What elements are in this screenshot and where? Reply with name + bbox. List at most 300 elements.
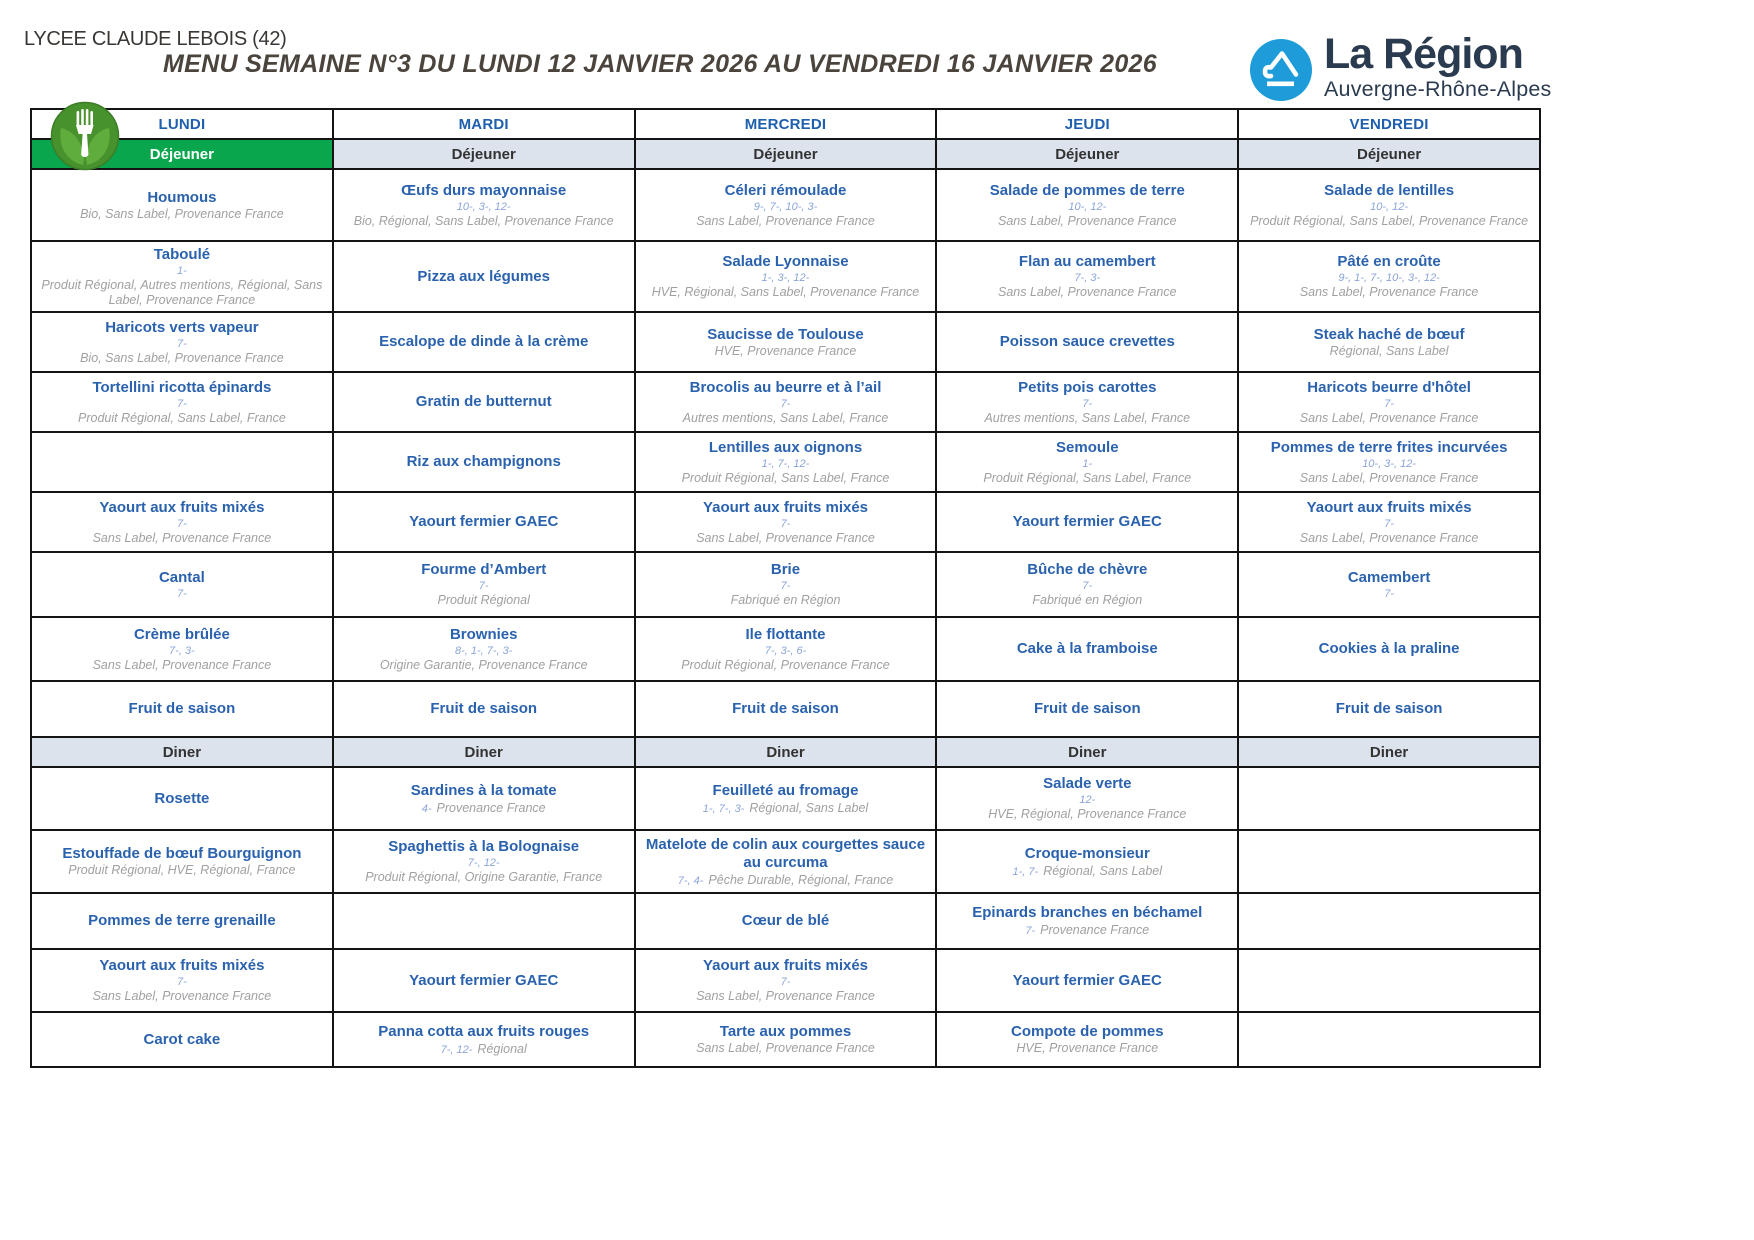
dish-name: Salade verte	[1043, 775, 1132, 792]
menu-cell	[31, 893, 333, 949]
dish	[943, 513, 1231, 531]
dish	[642, 326, 930, 359]
dish	[340, 700, 628, 718]
menu-cell	[333, 372, 635, 432]
allergen-codes: 9-, 1-, 7-, 10-, 3-, 12-	[1338, 272, 1440, 284]
quality-labels: Pêche Durable, Régional, France	[708, 872, 894, 887]
menu-cell	[635, 372, 937, 432]
lunch-section-header: Déjeuner	[333, 139, 635, 169]
dish	[943, 253, 1231, 300]
menu-cell	[333, 552, 635, 617]
dish	[642, 912, 930, 930]
menu-table	[30, 108, 1541, 1068]
dish	[1245, 640, 1533, 658]
dish-name: Brownies	[449, 625, 518, 643]
dish-name: Yaourt aux fruits mixés	[702, 957, 869, 974]
dish-name: Panna cotta aux fruits rouges	[378, 1022, 590, 1040]
menu-cell	[31, 492, 333, 552]
dish-name: Yaourt aux fruits mixés	[99, 498, 265, 516]
quality-labels: Sans Label, Provenance France	[696, 989, 875, 1003]
dish-name: Taboulé	[153, 245, 211, 263]
menu-row	[31, 552, 1540, 617]
menu-cell	[635, 830, 937, 893]
lunch-section-row	[31, 139, 1540, 169]
dish	[38, 845, 326, 878]
dish-name: Yaourt aux fruits mixés	[702, 498, 869, 516]
dish-name: Carot cake	[143, 1030, 221, 1048]
dish-meta	[703, 800, 868, 816]
dish-name: Tarte aux pommes	[719, 1023, 852, 1040]
dish	[340, 513, 628, 531]
dish	[943, 775, 1231, 822]
quality-labels: Produit Régional, HVE, Régional, France	[68, 863, 296, 877]
dish	[642, 439, 930, 486]
allergen-codes: 1-	[177, 264, 187, 277]
region-brand-name: La Région	[1324, 30, 1523, 78]
menu-row	[31, 893, 1540, 949]
allergen-codes: 7-	[780, 976, 791, 988]
menu-row	[31, 1012, 1540, 1067]
empty-cell	[1238, 1012, 1540, 1067]
dish-name: Flan au camembert	[1018, 253, 1156, 270]
lunch-section-header: Déjeuner	[635, 139, 937, 169]
dish-name: Yaourt fermier GAEC	[409, 513, 559, 530]
empty-cell	[1238, 767, 1540, 830]
menu-cell	[333, 432, 635, 492]
dish-name: Bûche de chèvre	[1027, 561, 1148, 578]
dish-meta	[678, 872, 894, 888]
quality-labels: Sans Label, Provenance France	[1299, 285, 1479, 299]
quality-labels: Provenance France	[436, 800, 546, 815]
menu-cell	[31, 1012, 333, 1067]
day-header: JEUDI	[936, 109, 1238, 139]
menu-cell	[333, 312, 635, 372]
dish-name: Fruit de saison	[430, 700, 538, 717]
menu-cell	[1238, 552, 1540, 617]
dish	[340, 972, 628, 990]
dish-name: Fruit de saison	[1033, 700, 1141, 717]
quality-labels: HVE, Régional, Sans Label, Provenance France	[651, 285, 920, 299]
dish-name: Sardines à la tomate	[410, 781, 557, 799]
fork-leaf-icon	[50, 101, 120, 171]
menu-row	[31, 432, 1540, 492]
allergen-codes: 12-	[1079, 794, 1096, 806]
empty-cell	[333, 893, 635, 949]
allergen-codes: 7-	[177, 397, 187, 410]
menu-body	[31, 139, 1540, 1067]
dish	[1245, 499, 1533, 546]
quality-labels: Sans Label, Provenance France	[92, 989, 272, 1003]
menu-cell	[635, 432, 937, 492]
dish	[943, 182, 1231, 229]
menu-row	[31, 492, 1540, 552]
dish	[642, 1023, 930, 1056]
menu-cell	[936, 169, 1238, 241]
quality-labels: HVE, Provenance France	[714, 343, 857, 358]
allergen-codes: 7-	[1384, 397, 1394, 410]
dish	[943, 845, 1231, 879]
dish-name: Pommes de terre frites incurvées	[1270, 438, 1508, 456]
allergen-codes: 7-, 12-	[440, 1043, 473, 1056]
menu-cell	[333, 949, 635, 1012]
menu-cell	[936, 767, 1238, 830]
empty-cell	[1238, 893, 1540, 949]
dish	[340, 333, 628, 351]
menu-cell	[1238, 492, 1540, 552]
menu-cell	[333, 617, 635, 681]
dish-name: Poisson sauce crevettes	[999, 333, 1175, 350]
allergen-codes: 7-	[177, 587, 187, 600]
dinner-section-header: Diner	[1238, 737, 1540, 767]
dish-name: Fruit de saison	[128, 700, 236, 717]
dish	[1245, 700, 1533, 718]
allergen-codes: 8-, 1-, 7-, 3-	[454, 644, 513, 657]
dish-name: Yaourt fermier GAEC	[1012, 513, 1162, 530]
dish-name: Petits pois carottes	[1018, 378, 1157, 396]
menu-row	[31, 372, 1540, 432]
day-header-row	[31, 109, 1540, 139]
dish	[943, 439, 1231, 486]
quality-labels: Produit Régional, Sans Label, France	[681, 470, 890, 485]
dish-name: Cantal	[158, 568, 205, 586]
day-header: MERCREDI	[635, 109, 937, 139]
page-title: MENU SEMAINE N°3 DU LUNDI 12 JANVIER 2026 AU VENDREDI 16 JANVIER 2026	[163, 50, 1157, 78]
quality-labels: Produit Régional, Sans Label, Provenance France	[1250, 213, 1529, 228]
quality-labels: Sans Label, Provenance France	[92, 530, 272, 545]
allergen-codes: 9-, 7-, 10-, 3-	[753, 200, 818, 213]
empty-cell	[31, 432, 333, 492]
menu-cell	[333, 492, 635, 552]
quality-labels: Bio, Sans Label, Provenance France	[80, 206, 284, 221]
lunch-section-header: Déjeuner	[1238, 139, 1540, 169]
dish-name: Steak haché de bœuf	[1313, 325, 1465, 343]
menu-cell	[936, 681, 1238, 737]
school-name: LYCEE CLAUDE LEBOIS (42)	[24, 28, 287, 50]
region-logo	[1250, 30, 1552, 101]
dish	[38, 379, 326, 426]
dish-name: Saucisse de Toulouse	[707, 325, 864, 343]
day-header: VENDREDI	[1238, 109, 1540, 139]
dish	[1245, 569, 1533, 601]
dish-name: Brocolis au beurre et à l’ail	[689, 378, 882, 396]
day-header: LUNDI	[31, 109, 333, 139]
dish-name: Fourme d’Ambert	[421, 561, 547, 578]
allergen-codes: 7-, 3-, 6-	[764, 644, 807, 657]
dish	[943, 1023, 1231, 1056]
menu-cell	[635, 893, 937, 949]
menu-cell	[936, 552, 1238, 617]
day-header: MARDI	[333, 109, 635, 139]
dish	[340, 626, 628, 673]
menu-cell	[31, 949, 333, 1012]
dish	[642, 626, 930, 673]
allergen-codes: 1-, 3-, 12-	[761, 272, 810, 284]
dish	[38, 957, 326, 1004]
menu-cell	[936, 949, 1238, 1012]
menu-cell	[635, 1012, 937, 1067]
menu-cell	[31, 372, 333, 432]
empty-cell	[1238, 949, 1540, 1012]
allergen-codes: 7-	[177, 337, 187, 350]
menu-row	[31, 312, 1540, 372]
dish-name: Rosette	[154, 789, 210, 807]
dish	[38, 700, 326, 718]
quality-labels: Sans Label, Provenance France	[696, 530, 875, 545]
menu-cell	[936, 830, 1238, 893]
quality-labels: Sans Label, Provenance France	[696, 1041, 875, 1055]
dish-meta	[441, 1041, 527, 1057]
allergen-codes: 7-	[1082, 580, 1093, 592]
quality-labels: Régional, Sans Label	[1329, 343, 1449, 358]
menu-cell	[936, 1012, 1238, 1067]
allergen-codes: 7-	[1384, 517, 1394, 530]
dish	[642, 782, 930, 816]
menu-cell	[635, 552, 937, 617]
dish-name: Pizza aux légumes	[417, 267, 550, 285]
menu-cell	[1238, 312, 1540, 372]
quality-labels: Sans Label, Provenance France	[997, 285, 1177, 299]
menu-cell	[333, 681, 635, 737]
dish	[38, 1031, 326, 1049]
quality-labels: Sans Label, Provenance France	[1299, 410, 1479, 425]
menu-cell	[635, 241, 937, 312]
allergen-codes: 7-	[177, 517, 187, 530]
dinner-section-row	[31, 737, 1540, 767]
dish	[642, 253, 930, 300]
dish	[38, 319, 326, 366]
allergen-codes: 1-, 7-, 12-	[761, 457, 810, 470]
allergen-codes: 7-	[780, 580, 791, 592]
quality-labels: HVE, Régional, Provenance France	[988, 807, 1187, 821]
dish	[642, 182, 930, 229]
menu-cell	[333, 1012, 635, 1067]
menu-cell	[1238, 372, 1540, 432]
allergen-codes: 1-, 7-, 3-	[702, 802, 745, 815]
dish-name: Yaourt aux fruits mixés	[1306, 498, 1472, 516]
dish-name: Tortellini ricotta épinards	[92, 378, 272, 396]
dish	[38, 246, 326, 308]
dish-name: Haricots beurre d'hôtel	[1307, 378, 1471, 396]
menu-row	[31, 949, 1540, 1012]
dish	[1245, 439, 1533, 486]
dish-name: Yaourt fermier GAEC	[1012, 971, 1162, 989]
menu-cell	[635, 681, 937, 737]
menu-cell	[31, 241, 333, 312]
quality-labels: Produit Régional, Sans Label, France	[78, 410, 286, 425]
dish	[340, 453, 628, 471]
quality-labels: Régional, Sans Label	[1043, 863, 1163, 878]
empty-cell	[1238, 830, 1540, 893]
lunch-section-header: Déjeuner	[31, 139, 333, 169]
allergen-codes: 7-, 3-	[1074, 272, 1101, 284]
menu-row	[31, 767, 1540, 830]
menu-cell	[333, 830, 635, 893]
dish	[642, 836, 930, 888]
dinner-section-header: Diner	[31, 737, 333, 767]
menu-cell	[333, 169, 635, 241]
dish	[943, 904, 1231, 938]
dish	[38, 912, 326, 930]
menu-cell	[1238, 169, 1540, 241]
allergen-codes: 10-, 3-, 12-	[456, 200, 511, 213]
dish	[1245, 253, 1533, 300]
menu-cell	[635, 169, 937, 241]
dish-meta	[1025, 922, 1149, 938]
menu-cell	[31, 552, 333, 617]
dish-name: Spaghettis à la Bolognaise	[388, 838, 580, 855]
menu-cell	[936, 241, 1238, 312]
dish-name: Pâté en croûte	[1337, 253, 1441, 270]
dish-name: Ile flottante	[745, 625, 826, 643]
dish	[340, 838, 628, 885]
dish	[642, 957, 930, 1004]
dish	[642, 379, 930, 426]
quality-labels: Autres mentions, Sans Label, France	[682, 410, 889, 425]
quality-labels: Régional, Sans Label	[749, 800, 869, 815]
allergen-codes: 10-, 12-	[1370, 200, 1409, 213]
quality-labels: Produit Régional, Autres mentions, Régional, Sans Label, Provenance France	[41, 277, 323, 307]
menu-row	[31, 169, 1540, 241]
dish-name: Matelote de colin aux courgettes sauce au curcuma	[645, 835, 926, 871]
menu-row	[31, 681, 1540, 737]
menu-cell	[31, 681, 333, 737]
dish-name: Houmous	[147, 188, 217, 206]
dish-name: Epinards branches en béchamel	[972, 904, 1203, 921]
dish	[340, 268, 628, 286]
dish-meta	[1013, 863, 1163, 879]
dish-name: Semoule	[1056, 438, 1119, 456]
lunch-section-header: Déjeuner	[936, 139, 1238, 169]
dish	[943, 333, 1231, 351]
dish-name: Œufs durs mayonnaise	[401, 181, 567, 199]
dish	[340, 1023, 628, 1057]
dish-name: Haricots verts vapeur	[105, 318, 259, 336]
dish	[340, 782, 628, 816]
dish	[1245, 326, 1533, 359]
menu-cell	[1238, 617, 1540, 681]
quality-labels: Sans Label, Provenance France	[1299, 470, 1479, 485]
allergen-codes: 7-, 4-	[677, 874, 704, 887]
allergen-codes: 7-, 12-	[467, 857, 500, 869]
dish-name: Riz aux champignons	[406, 453, 561, 470]
allergen-codes: 10-, 3-, 12-	[1362, 457, 1416, 470]
menu-cell	[635, 767, 937, 830]
dish	[340, 393, 628, 411]
allergen-codes: 7-	[1025, 925, 1036, 937]
dish	[38, 499, 326, 546]
dish	[38, 189, 326, 222]
dish-name: Feuilleté au fromage	[712, 781, 859, 799]
dish	[642, 499, 930, 546]
menu-cell	[936, 432, 1238, 492]
dish-name: Fruit de saison	[732, 700, 839, 717]
dish-name: Céleri rémoulade	[724, 181, 847, 199]
dish-name: Cake à la framboise	[1016, 640, 1158, 657]
dish-name: Camembert	[1347, 568, 1431, 586]
dish-meta	[422, 800, 546, 816]
menu-row	[31, 617, 1540, 681]
allergen-codes: 7-	[780, 517, 791, 530]
menu-row	[31, 830, 1540, 893]
menu-cell	[635, 492, 937, 552]
dish	[340, 561, 628, 608]
dish-name: Estouffade de bœuf Bourguignon	[62, 845, 302, 862]
menu-cell	[936, 617, 1238, 681]
quality-labels: Produit Régional, Provenance France	[681, 657, 890, 672]
quality-labels: Sans Label, Provenance France	[696, 213, 875, 228]
dish	[943, 972, 1231, 990]
menu-cell	[635, 949, 937, 1012]
quality-labels: Sans Label, Provenance France	[997, 213, 1177, 228]
dish-name: Crème brûlée	[133, 625, 230, 643]
quality-labels: Fabriqué en Région	[1032, 593, 1143, 607]
menu-cell	[31, 617, 333, 681]
quality-labels: Autres mentions, Sans Label, France	[984, 410, 1191, 425]
dinner-section-header: Diner	[635, 737, 937, 767]
menu-cell	[333, 241, 635, 312]
allergen-codes: 1-, 7-	[1012, 865, 1039, 878]
quality-labels: Produit Régional, Origine Garantie, France	[365, 870, 603, 884]
allergen-codes: 7-	[1384, 587, 1394, 600]
menu-cell	[1238, 432, 1540, 492]
menu-cell	[1238, 241, 1540, 312]
allergen-codes: 7-	[478, 580, 489, 592]
dish-name: Salade de lentilles	[1324, 181, 1455, 199]
menu-row	[31, 241, 1540, 312]
menu-cell	[936, 372, 1238, 432]
dish	[1245, 182, 1533, 229]
menu-cell	[936, 492, 1238, 552]
dish-name: Yaourt aux fruits mixés	[99, 957, 265, 974]
dish	[340, 182, 628, 229]
dish	[1245, 379, 1533, 426]
quality-labels: Bio, Sans Label, Provenance France	[80, 350, 284, 365]
allergen-codes: 7-	[1082, 397, 1093, 410]
dish-name: Escalope de dinde à la crème	[379, 333, 589, 350]
dish	[642, 561, 930, 608]
quality-labels: Sans Label, Provenance France	[92, 657, 272, 672]
dish-name: Gratin de butternut	[415, 393, 552, 410]
dish-name: Croque-monsieur	[1024, 844, 1150, 862]
menu-cell	[31, 830, 333, 893]
allergen-codes: 7-	[780, 397, 791, 410]
quality-labels: HVE, Provenance France	[1016, 1041, 1159, 1055]
allergen-codes: 10-, 12-	[1068, 200, 1107, 213]
region-mountain-icon	[1250, 39, 1312, 101]
quality-labels: Provenance France	[1040, 923, 1150, 937]
menu-cell	[936, 312, 1238, 372]
menu-cell	[1238, 681, 1540, 737]
menu-cell	[31, 312, 333, 372]
dish	[38, 790, 326, 808]
quality-labels: Sans Label, Provenance France	[1299, 530, 1479, 545]
dish	[38, 626, 326, 673]
dish-name: Compote de pommes	[1011, 1023, 1164, 1040]
dish-name: Fruit de saison	[1335, 700, 1443, 717]
allergen-codes: 1-	[1082, 457, 1093, 470]
dish-name: Cœur de blé	[741, 912, 830, 929]
menu-cell	[333, 767, 635, 830]
dish	[642, 700, 930, 718]
dish	[38, 569, 326, 601]
dish	[943, 561, 1231, 608]
dish	[943, 379, 1231, 426]
menu-cell	[31, 169, 333, 241]
allergen-codes: 4-	[421, 802, 432, 815]
quality-labels: Origine Garantie, Provenance France	[379, 657, 588, 672]
quality-labels: Bio, Régional, Sans Label, Provenance France	[353, 213, 614, 228]
allergen-codes: 7-	[177, 976, 187, 988]
